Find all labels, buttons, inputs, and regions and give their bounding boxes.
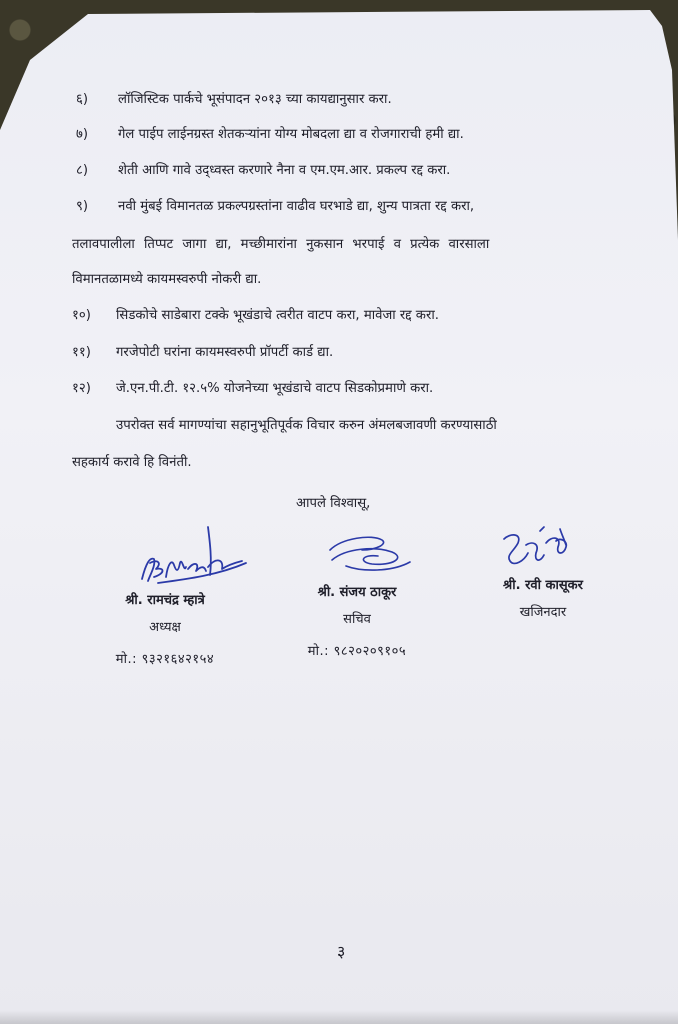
signatory-phone: मो.: ९३२१६४२१५४ [115,652,215,667]
item-text: सिडकोचे साडेबारा टक्के भूखंडाचे त्वरीत वाटप करा, मावेजा रद्द करा. [116,308,439,323]
signatory-role: सचिव [343,612,371,627]
signatory-treasurer [478,575,608,620]
item-text: नवी मुंबई विमानतळ प्रकल्पग्रस्तांना वाढीव घरभाडे द्या, शुन्य पात्रता रद्द करा, [118,199,475,214]
item-text-continuation: विमानतळामध्ये कायमस्वरुपी नोकरी द्या. [72,272,262,287]
item-number: ११) [72,345,91,360]
item-number: ८) [76,163,89,178]
item-number: १२) [72,381,91,396]
signature-ramchandra [138,523,250,589]
item-number: ६) [76,92,89,107]
item-text: गेल पाईप लाईनग्रस्त शेतकऱ्यांना योग्य मोबदला द्या व रोजगाराची हमी द्या. [118,127,464,142]
item-text: जे.एन.पी.टी. १२.५% योजनेच्या भूखंडाचे वाटप सिडकोप्रमाणे करा. [116,381,434,396]
signatory-phone: मो.: ९८२०२०९१०५ [307,644,407,659]
closing-paragraph: उपरोक्त सर्व मागण्यांचा सहानुभूतिपूर्वक विचार करुन अंमलबजावणी करण्यासाठी [116,418,497,433]
signature-ravi [500,525,572,575]
signatory-name: श्री. संजय ठाकूर [317,585,397,600]
item-text: लॉजिस्टिक पार्कचे भूसंपादन २०१३ च्या कायद्यानुसार करा. [118,92,392,107]
page-bottom-shadow [0,1010,678,1024]
page-number: ३ [337,942,346,961]
signatory-president [100,590,230,667]
item-text: शेती आणि गावे उद्ध्वस्त करणारे नैना व एम.एम.आर. प्रकल्प रद्द करा. [118,163,451,178]
item-number: ९) [76,199,89,214]
signatory-role: खजिनदार [519,605,567,620]
signatory-secretary [292,582,422,659]
item-text-continuation: तलावपालीला तिप्पट जागा द्या, मच्छीमारांना नुकसान भरपाई व प्रत्येक वारसाला [72,237,490,252]
item-number: ७) [76,127,89,142]
signatory-role: अध्यक्ष [149,620,181,635]
signature-sanjay [322,532,418,576]
signatory-name: श्री. रामचंद्र म्हात्रे [125,593,205,608]
item-number: १०) [72,308,91,323]
salutation: आपले विश्वासू, [296,496,371,511]
closing-paragraph-continuation: सहकार्य करावे हि विनंती. [72,455,192,470]
signatory-name: श्री. रवी कासूकर [503,578,583,593]
item-text: गरजेपोटी घरांना कायमस्वरुपी प्रॉपर्टी कार्ड द्या. [116,345,334,360]
